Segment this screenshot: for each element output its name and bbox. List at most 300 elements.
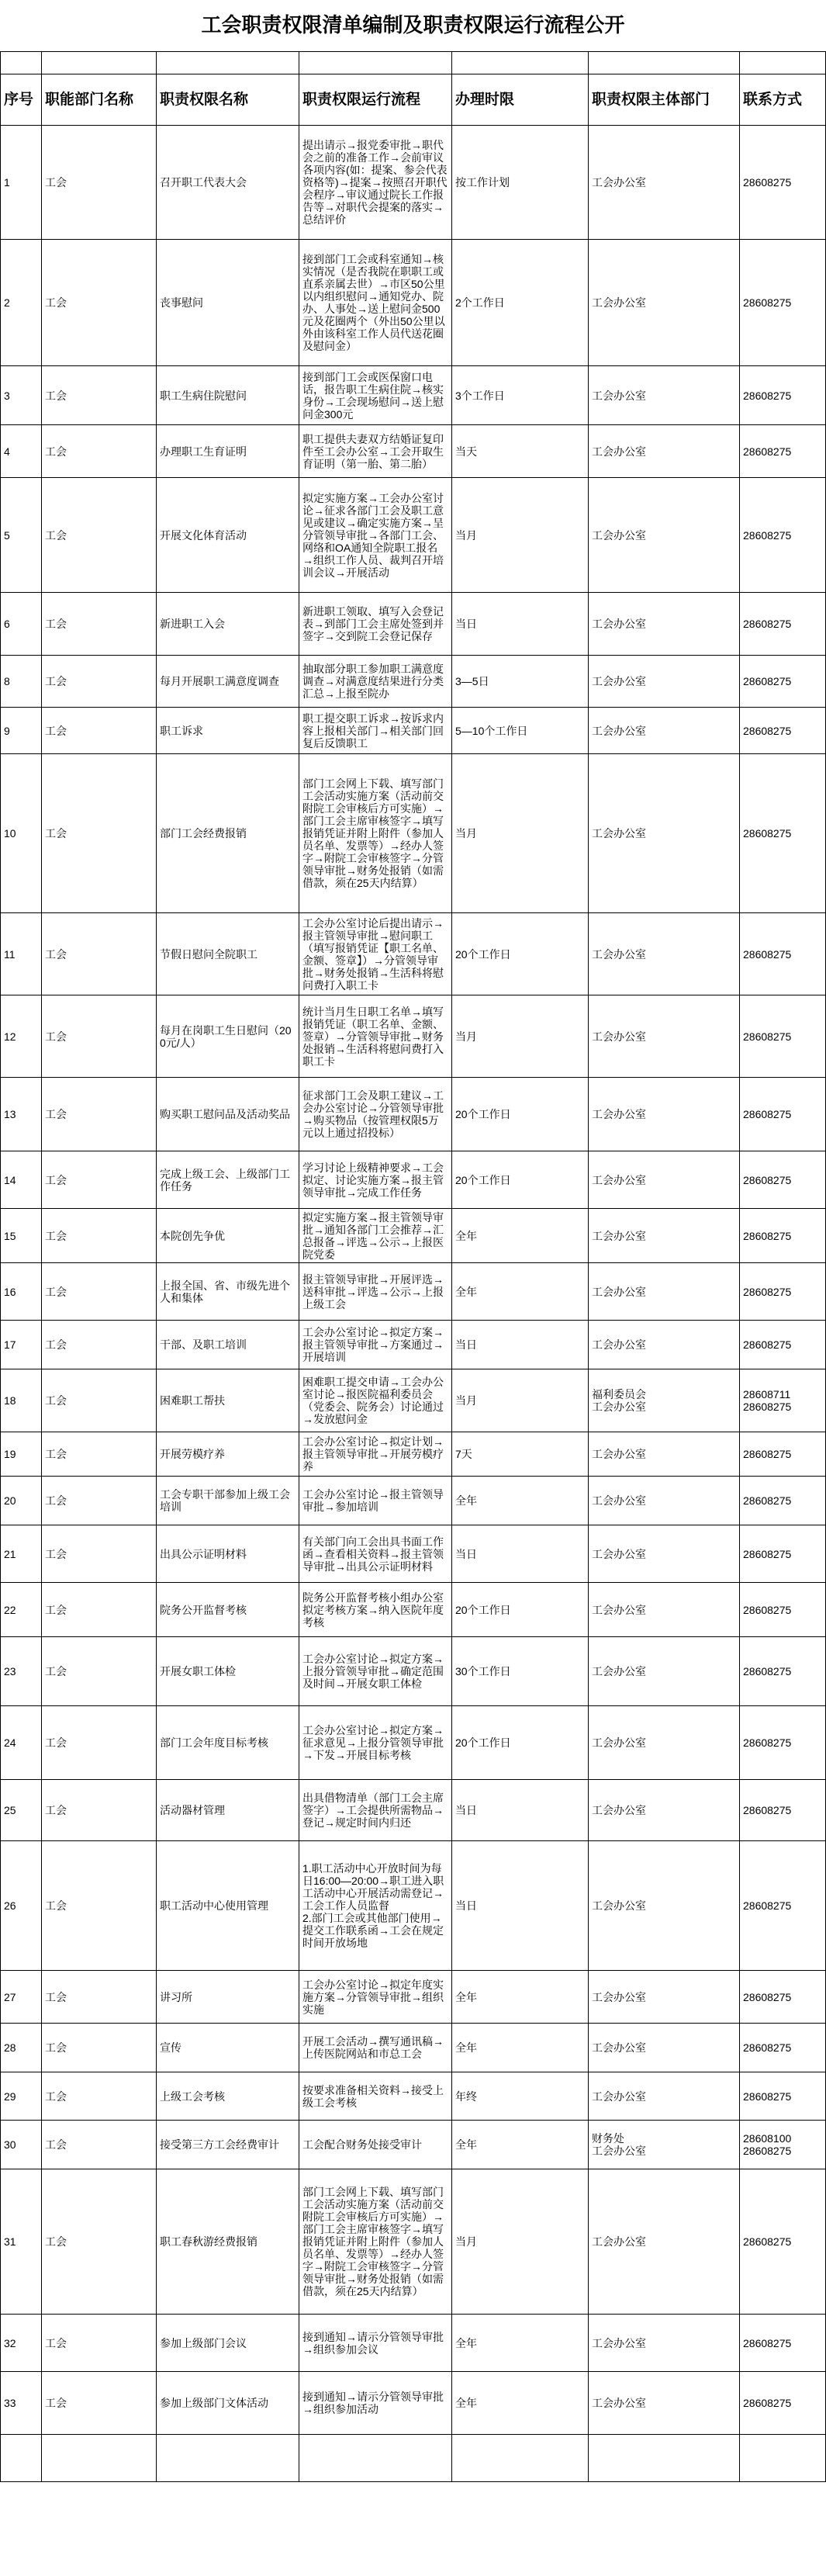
duty-name-cell: 工会专职干部参加上级工会培训 [157,1477,299,1525]
flow-cell: 统计当月生日职工名单→填写报销凭证（职工名单、金额、签章）→分管领导审批→财务处报销→生活科将慰问费打入职工卡 [299,995,452,1078]
duty-name-cell: 院务公开监督考核 [157,1583,299,1637]
contact-line: 28608275 [743,2336,792,2349]
owner-dept-line: 工会办公室 [592,1494,646,1507]
row-number-cell: 6 [1,593,42,656]
duty-name-cell: 开展文化体育活动 [157,478,299,593]
table-row [1,1263,826,1321]
flow-cell: 工会办公室讨论→拟定方案→征求意见→上报分管领导审批→下发→开展目标考核 [299,1706,452,1780]
time-limit-cell: 30个工作日 [452,1637,589,1706]
contact-line: 28608275 [743,1173,792,1186]
contact-cell [740,2372,826,2435]
row-number-cell: 5 [1,478,42,593]
contact-cell [740,2024,826,2072]
owner-dept-cell [589,2024,740,2072]
table-row [1,708,826,754]
row-number-cell: 32 [1,2315,42,2372]
contact-line: 28608275 [743,2397,792,2409]
header-contact: 联系方式 [740,74,826,126]
row-number-cell: 11 [1,913,42,995]
owner-dept-line: 工会办公室 [592,2397,646,2409]
table-row [1,1321,826,1369]
time-limit-cell: 当日 [452,1780,589,1841]
owner-dept-cell [589,1477,740,1525]
contact-line: 28608275 [743,1401,792,1413]
owner-dept-cell [589,593,740,656]
empty-cell [452,52,589,74]
duty-name-cell: 讲习所 [157,1971,299,2024]
owner-dept-line: 工会办公室 [592,389,646,402]
table-row [1,126,826,240]
owner-dept-cell [589,995,740,1078]
owner-dept-line: 工会办公室 [592,296,646,309]
empty-cell [452,2435,589,2482]
contact-cell [740,2121,826,2169]
owner-dept-cell [589,1151,740,1209]
contact-line: 28608275 [743,389,792,402]
flow-cell: 工会办公室讨论后提出请示→报主管领导审批→慰问职工（填写报销凭证【职工名单、金额、签章】）→分管领导审批→财务处报销→生活科将慰问费打入职工卡 [299,913,452,995]
time-limit-cell: 7天 [452,1432,589,1477]
table-row [1,754,826,913]
owner-dept-line: 工会办公室 [592,1804,646,1816]
contact-line: 28608275 [743,1899,792,1912]
owner-dept-cell [589,425,740,478]
flow-cell: 新进职工领取、填写入会登记表→到部门工会主席处签到并签字→交到院工会登记保存 [299,593,452,656]
contact-line: 28608275 [743,2041,792,2054]
flow-cell: 征求部门工会及职工建议→工会办公室讨论→分管领导审批→购买物品（按管理权限5万元以上通过招投标） [299,1078,452,1151]
owner-dept-line: 工会办公室 [592,618,646,630]
owner-dept-cell [589,754,740,913]
flow-cell: 工会办公室讨论→拟定方案→上报分管领导审批→确定范围及时间→开展女职工体检 [299,1637,452,1706]
table-row [1,1780,826,1841]
empty-row [1,52,826,74]
table-row [1,2121,826,2169]
contact-line: 28608275 [743,1547,792,1560]
row-number-cell: 15 [1,1209,42,1263]
table-footer [1,2435,826,2482]
contact-cell [740,754,826,913]
owner-dept-line: 工会办公室 [592,1338,646,1351]
row-number-cell: 22 [1,1583,42,1637]
owner-dept-line: 工会办公室 [592,176,646,189]
flow-cell: 抽取部分职工参加职工满意度调查→对满意度结果进行分类汇总→上报至院办 [299,656,452,708]
time-limit-cell: 20个工作日 [452,1706,589,1780]
table-row [1,1525,826,1583]
flow-cell: 接到部门工会或医保窗口电话，报告职工生病住院→核实身份→工会现场慰问→送上慰问金300元 [299,366,452,425]
owner-dept-cell [589,1369,740,1432]
flow-cell: 出具借物清单（部门工会主席签字）→工会提供所需物品→登记→规定时间内归还 [299,1780,452,1841]
contact-cell [740,708,826,754]
owner-dept-line: 工会办公室 [592,675,646,687]
flow-cell: 职工提交职工诉求→按诉求内容上报相关部门→相关部门回复后反馈职工 [299,708,452,754]
contact-cell [740,1706,826,1780]
contact-line: 28608275 [743,1990,792,2003]
row-number-cell: 19 [1,1432,42,1477]
row-number-cell: 2 [1,240,42,366]
row-number-cell: 29 [1,2072,42,2121]
table-row [1,2024,826,2072]
flow-cell: 拟定实施方案→工会办公室讨论→征求各部门工会及职工意见或建议→确定实施方案→呈分管领导审批→各部门工会、网络和OA通知全院职工报名→组织工作人员、裁判召开培训会议→开展活动 [299,478,452,593]
contact-line: 28608275 [743,1603,792,1616]
owner-dept-cell [589,913,740,995]
duty-name-cell: 参加上级部门会议 [157,2315,299,2372]
owner-dept-cell [589,1525,740,1583]
flow-cell: 工会配合财务处接受审计 [299,2121,452,2169]
contact-line: 28608275 [743,1736,792,1749]
row-number-cell: 14 [1,1151,42,1209]
owner-dept-line: 工会办公室 [592,1603,646,1616]
contact-cell [740,240,826,366]
contact-line: 28608275 [743,176,792,189]
header-flow: 职责权限运行流程 [299,74,452,126]
table-row [1,656,826,708]
table-row [1,1432,826,1477]
dept-name-cell: 工会 [42,1525,157,1583]
flow-cell: 院务公开监督考核小组办公室拟定考核方案→纳入医院年度考核 [299,1583,452,1637]
owner-dept-cell [589,1706,740,1780]
dept-name-cell: 工会 [42,1780,157,1841]
row-number-cell: 25 [1,1780,42,1841]
flow-cell: 接到通知→请示分管领导审批→组织参加活动 [299,2372,452,2435]
table-row [1,366,826,425]
duty-name-cell: 丧事慰问 [157,240,299,366]
contact-cell [740,2169,826,2315]
time-limit-cell: 20个工作日 [452,1078,589,1151]
owner-dept-line: 工会办公室 [592,528,646,542]
row-number-cell: 33 [1,2372,42,2435]
contact-cell [740,593,826,656]
owner-dept-line: 福利委员会 [592,1388,646,1401]
empty-cell [157,52,299,74]
time-limit-cell: 20个工作日 [452,1583,589,1637]
table-row [1,1706,826,1780]
contact-line: 28608275 [743,724,792,737]
table-row [1,1369,826,1432]
contact-line: 28608275 [743,1448,792,1460]
contact-cell [740,478,826,593]
owner-dept-line: 财务处 [592,2132,624,2145]
flow-cell: 接到通知→请示分管领导审批→组织参加会议 [299,2315,452,2372]
row-number-cell: 8 [1,656,42,708]
duty-name-cell: 职工生病住院慰问 [157,366,299,425]
contact-line: 28608275 [743,1229,792,1242]
flow-cell: 工会办公室讨论→拟定年度实施方案→分管领导审批→组织实施 [299,1971,452,2024]
owner-dept-line: 工会办公室 [592,2336,646,2349]
contact-cell [740,366,826,425]
owner-dept-cell [589,1971,740,2024]
row-number-cell: 13 [1,1078,42,1151]
contact-line: 28608275 [743,2145,792,2157]
empty-cell [589,52,740,74]
duty-name-cell: 节假日慰问全院职工 [157,913,299,995]
flow-cell: 接到部门工会或科室通知→核实情况（是否我院在职职工或直系亲属去世）→市区50公里以内组织慰问→通知党办、院办、人事处→送上慰问金500元及花圈两个（外出50公里以外由该科室工作人员代送花圈及慰问金） [299,240,452,366]
contact-cell [740,1078,826,1151]
dept-name-cell: 工会 [42,2121,157,2169]
flow-cell: 学习讨论上级精神要求→工会拟定、讨论实施方案→报主管领导审批→完成工作任务 [299,1151,452,1209]
row-number-cell: 9 [1,708,42,754]
table-row [1,478,826,593]
time-limit-cell: 当月 [452,1369,589,1432]
flow-cell: 1.职工活动中心开放时间为每日16:00—20:00→职工进入职工活动中心开展活动需登记→工会工作人员监督 2.部门工会或其他部门使用→提交工作联系函→工会在规定时间开放场地 [299,1841,452,1971]
header-dept-name: 职能部门名称 [42,74,157,126]
duty-name-cell: 宣传 [157,2024,299,2072]
flow-cell: 工会办公室讨论→拟定方案→报主管领导审批→方案通过→开展培训 [299,1321,452,1369]
time-limit-cell: 全年 [452,1263,589,1321]
duty-name-cell: 接受第三方工会经费审计 [157,2121,299,2169]
empty-row [1,2435,826,2482]
owner-dept-line: 工会办公室 [592,2041,646,2054]
dept-name-cell: 工会 [42,2372,157,2435]
duty-name-cell: 职工春秋游经费报销 [157,2169,299,2315]
dept-name-cell: 工会 [42,1078,157,1151]
owner-dept-line: 工会办公室 [592,1547,646,1560]
contact-line: 28608711 [743,1388,791,1401]
row-number-cell: 17 [1,1321,42,1369]
flow-cell: 提出请示→报党委审批→职代会之前的准备工作→会前审议各项内容(如：提案、参会代表资格等)→提案→按照召开职代会程序→审议通过院长工作报告等→对职代会提案的落实→总结评价 [299,126,452,240]
contact-cell [740,1637,826,1706]
owner-dept-cell [589,2372,740,2435]
dept-name-cell: 工会 [42,240,157,366]
dept-name-cell: 工会 [42,754,157,913]
flow-cell: 开展工会活动→撰写通讯稿→上传医院网站和市总工会 [299,2024,452,2072]
empty-cell [1,52,42,74]
owner-dept-cell [589,1780,740,1841]
dept-name-cell: 工会 [42,425,157,478]
flow-cell: 有关部门向工会出具书面工作函→查看相关资料→报主管领导审批→出具公示证明材料 [299,1525,452,1583]
contact-cell [740,1971,826,2024]
dept-name-cell: 工会 [42,1706,157,1780]
dept-name-cell: 工会 [42,656,157,708]
dept-name-cell: 工会 [42,913,157,995]
duty-name-cell: 开展劳模疗养 [157,1432,299,1477]
header-row-number: 序号 [1,74,42,126]
dept-name-cell: 工会 [42,2169,157,2315]
empty-cell [157,2435,299,2482]
contact-line: 28608275 [743,528,792,542]
dept-name-cell: 工会 [42,1637,157,1706]
empty-cell [299,52,452,74]
contact-line: 28608275 [743,1338,792,1351]
owner-dept-cell [589,708,740,754]
contact-line: 28608275 [743,1285,792,1298]
duty-name-cell: 职工诉求 [157,708,299,754]
owner-dept-line: 工会办公室 [592,445,646,458]
contact-line: 28608275 [743,827,792,840]
owner-dept-line: 工会办公室 [592,1736,646,1749]
dept-name-cell: 工会 [42,1971,157,2024]
time-limit-cell: 20个工作日 [452,1151,589,1209]
contact-cell [740,1369,826,1432]
contact-cell [740,1583,826,1637]
contact-cell [740,1525,826,1583]
dept-name-cell: 工会 [42,366,157,425]
dept-name-cell: 工会 [42,708,157,754]
contact-line: 28608275 [743,2235,792,2248]
time-limit-cell: 20个工作日 [452,913,589,995]
owner-dept-line: 工会办公室 [592,827,646,840]
duty-name-cell: 参加上级部门文体活动 [157,2372,299,2435]
time-limit-cell: 全年 [452,1209,589,1263]
row-number-cell: 3 [1,366,42,425]
table-row [1,1477,826,1525]
duty-name-cell: 困难职工帮扶 [157,1369,299,1432]
table-row [1,995,826,1078]
contact-line: 28608275 [743,618,792,630]
time-limit-cell: 当日 [452,1525,589,1583]
time-limit-cell: 当日 [452,593,589,656]
contact-cell [740,656,826,708]
owner-dept-cell [589,1209,740,1263]
dept-name-cell: 工会 [42,478,157,593]
contact-line: 28608275 [743,2090,792,2103]
duty-name-cell: 每月在岗职工生日慰问（200元/人） [157,995,299,1078]
dept-name-cell: 工会 [42,1369,157,1432]
page-title: 工会职责权限清单编制及职责权限运行流程公开 [201,14,625,36]
table-body [1,126,826,2435]
owner-dept-cell [589,2072,740,2121]
table-row [1,1209,826,1263]
table-row [1,2072,826,2121]
owner-dept-cell [589,656,740,708]
dept-name-cell: 工会 [42,2072,157,2121]
contact-line: 28608275 [743,296,792,309]
empty-cell [42,2435,157,2482]
time-limit-cell: 当日 [452,1321,589,1369]
row-number-cell: 21 [1,1525,42,1583]
table-row [1,2169,826,2315]
dept-name-cell: 工会 [42,1841,157,1971]
time-limit-cell: 3—5日 [452,656,589,708]
time-limit-cell: 当月 [452,2169,589,2315]
table-row [1,1637,826,1706]
table-row [1,425,826,478]
contact-line: 28608275 [743,1665,792,1678]
owner-dept-line: 工会办公室 [592,1173,646,1186]
time-limit-cell: 当月 [452,995,589,1078]
contact-cell [740,1321,826,1369]
contact-cell [740,425,826,478]
duty-name-cell: 开展女职工体检 [157,1637,299,1706]
table-header [1,52,826,126]
owner-dept-line: 工会办公室 [592,1229,646,1242]
contact-cell [740,1432,826,1477]
table-row [1,1151,826,1209]
owner-dept-cell [589,240,740,366]
empty-cell [299,2435,452,2482]
dept-name-cell: 工会 [42,126,157,240]
table-row [1,2372,826,2435]
table-row [1,1583,826,1637]
owner-dept-line: 工会办公室 [592,2145,646,2157]
contact-cell [740,126,826,240]
contact-cell [740,995,826,1078]
owner-dept-cell [589,1583,740,1637]
table-row [1,1971,826,2024]
owner-dept-line: 工会办公室 [592,1665,646,1678]
header-row [1,74,826,126]
owner-dept-line: 工会办公室 [592,2090,646,2103]
duty-name-cell: 干部、及职工培训 [157,1321,299,1369]
empty-cell [42,52,157,74]
contact-cell [740,1477,826,1525]
duty-list-table [0,51,826,2482]
flow-cell: 部门工会网上下载、填写部门工会活动实施方案（活动前交附院工会审核后方可实施）→部门工会主席审核签字→填写报销凭证并附上附件（参加人员名单、发票等）→经办人签字→附院工会审核签字→分管领导审批→财务处报销（如需借款，须在25天内结算） [299,754,452,913]
duty-name-cell: 办理职工生育证明 [157,425,299,478]
contact-cell [740,1780,826,1841]
contact-cell [740,2315,826,2372]
flow-cell: 职工提供夫妻双方结婚证复印件至工会办公室→工会开取生育证明（第一胎、第二胎） [299,425,452,478]
time-limit-cell: 全年 [452,1971,589,2024]
header-duty-name: 职责权限名称 [157,74,299,126]
duty-name-cell: 完成上级工会、上级部门工作任务 [157,1151,299,1209]
contact-line: 28608275 [743,947,792,961]
flow-cell: 拟定实施方案→报主管领导审批→通知各部门工会推荐→汇总报备→评选→公示→上报医院党委 [299,1209,452,1263]
row-number-cell: 23 [1,1637,42,1706]
contact-cell [740,913,826,995]
contact-cell [740,2072,826,2121]
table-row [1,1841,826,1971]
time-limit-cell: 3个工作日 [452,366,589,425]
contact-line: 28608275 [743,675,792,687]
dept-name-cell: 工会 [42,1477,157,1525]
duty-name-cell: 职工活动中心使用管理 [157,1841,299,1971]
time-limit-cell: 全年 [452,2121,589,2169]
time-limit-cell: 年终 [452,2072,589,2121]
row-number-cell: 28 [1,2024,42,2072]
owner-dept-cell [589,1321,740,1369]
owner-dept-cell [589,126,740,240]
contact-line: 28608275 [743,1804,792,1816]
table-row [1,593,826,656]
row-number-cell: 31 [1,2169,42,2315]
row-number-cell: 24 [1,1706,42,1780]
duty-name-cell: 上报全国、省、市级先进个人和集体 [157,1263,299,1321]
contact-line: 28608275 [743,445,792,458]
dept-name-cell: 工会 [42,2315,157,2372]
dept-name-cell: 工会 [42,1263,157,1321]
owner-dept-line: 工会办公室 [592,1990,646,2003]
owner-dept-line: 工会办公室 [592,1448,646,1460]
contact-line: 28608275 [743,1494,792,1507]
row-number-cell: 30 [1,2121,42,2169]
time-limit-cell: 全年 [452,1477,589,1525]
flow-cell: 部门工会网上下载、填写部门工会活动实施方案（活动前交附院工会审核后方可实施）→部门工会主席审核签字→填写报销凭证并附上附件（参加人员名单、发票等）→经办人签字→附院工会审核签字→分管领导审批→财务处报销（如需借款，须在25天内结算） [299,2169,452,2315]
duty-name-cell: 购买职工慰问品及活动奖品 [157,1078,299,1151]
row-number-cell: 1 [1,126,42,240]
dept-name-cell: 工会 [42,995,157,1078]
owner-dept-cell [589,1432,740,1477]
header-time-limit: 办理时限 [452,74,589,126]
contact-line: 28608275 [743,1030,792,1043]
time-limit-cell: 当月 [452,754,589,913]
time-limit-cell: 当日 [452,1841,589,1971]
row-number-cell: 12 [1,995,42,1078]
time-limit-cell: 全年 [452,2024,589,2072]
dept-name-cell: 工会 [42,1432,157,1477]
contact-cell [740,1841,826,1971]
owner-dept-cell [589,1263,740,1321]
owner-dept-line: 工会办公室 [592,724,646,737]
dept-name-cell: 工会 [42,593,157,656]
header-owner-dept: 职责权限主体部门 [589,74,740,126]
row-number-cell: 18 [1,1369,42,1432]
owner-dept-cell [589,366,740,425]
dept-name-cell: 工会 [42,1321,157,1369]
table-row [1,913,826,995]
table-row [1,2315,826,2372]
owner-dept-cell [589,478,740,593]
time-limit-cell: 全年 [452,2315,589,2372]
contact-cell [740,1151,826,1209]
